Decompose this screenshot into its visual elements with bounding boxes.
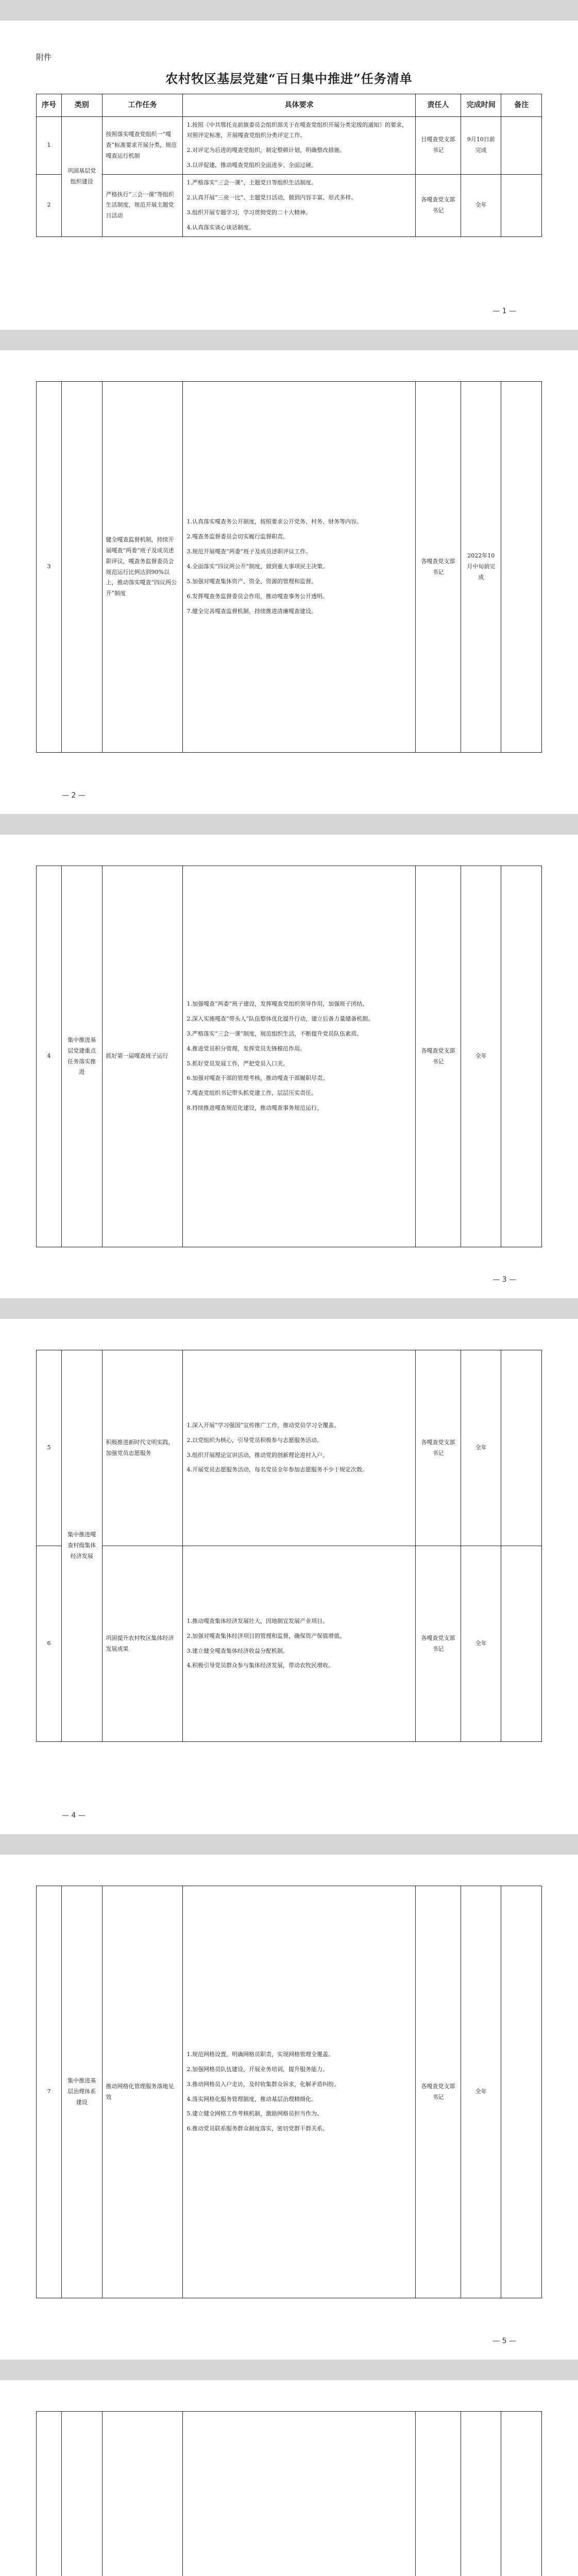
requirement-item: 8.持续推进嘎查规范化建设，推动嘎查事务规范运行。 <box>186 1105 322 1112</box>
header-time: 完成时间 <box>461 94 501 117</box>
requirement-item: 2.加强对嘎查集体经济项目的管理和监督，确保资产保值增值。 <box>186 1632 345 1639</box>
page-5 <box>0 1855 578 2360</box>
row-person: 各嘎查党支部书记 <box>415 382 461 753</box>
row-category: 集中推进嘎查村级集体经济发展 <box>62 1350 102 1742</box>
table-row <box>37 175 542 237</box>
row-note <box>501 382 542 753</box>
task-table-part3 <box>36 866 542 1247</box>
row-no: 2 <box>37 175 62 237</box>
row-note <box>501 1546 542 1742</box>
requirement-item: 4.认真落实谈心谈话制度。 <box>186 224 254 231</box>
requirement-item: 3.严格落实“三会一课”制度，规范组织生活，不断提升党员队伍素质。 <box>186 1030 363 1037</box>
row-requirements <box>183 866 415 1247</box>
header-requirements: 具体要求 <box>183 94 415 117</box>
page-6 <box>0 2380 578 2576</box>
requirement-item: 7.嘎查党组织书记带头抓党建工作，层层压实责任。 <box>186 1090 317 1097</box>
table-row <box>37 2412 542 2576</box>
page-number: — 2 — <box>62 791 86 800</box>
row-task: 积极推进新时代文明实践，加强党员志愿服务 <box>102 1350 183 1546</box>
header-category: 类别 <box>62 94 102 117</box>
row-person: 目嘎查党支部书记 <box>415 116 461 175</box>
row-person: 各嘎查党支部书记 <box>415 866 461 1247</box>
task-table-part1 <box>36 94 542 237</box>
row-no <box>37 2412 62 2576</box>
page-number: — 1 — <box>492 307 516 315</box>
row-note <box>501 175 542 237</box>
row-task <box>102 2412 183 2576</box>
requirement-item: 6.加强对嘎查干部的管理考核，推动嘎查干部履职尽责。 <box>186 1075 328 1082</box>
row-category <box>62 2412 102 2576</box>
page-number: — 4 — <box>62 1811 86 1820</box>
table-row <box>37 1350 542 1546</box>
requirement-item: 3.推动网格员入户走访，及时收集群众诉求，化解矛盾纠纷。 <box>186 2080 339 2088</box>
requirement-item: 3.组织开展理论宣讲活动，推动党的创新理论进村入户。 <box>186 1451 328 1459</box>
requirement-item: 2.以党组织为核心，引导党员积极参与志愿服务活动。 <box>186 1436 322 1444</box>
task-table-part6 <box>36 2411 542 2576</box>
row-note <box>501 116 542 175</box>
page-1 <box>0 21 578 330</box>
row-category: 巩固基层党组织建设 <box>62 116 102 236</box>
requirement-item: 4.推进党员积分管理，发挥党员先锋模范作用。 <box>186 1045 305 1052</box>
requirement-item: 2.深入实施嘎查“带头人”队伍整体优化提升行动，建立后备力量储备机制。 <box>186 1015 374 1022</box>
requirement-item: 4.积极引导党员群众参与集体经济发展，带动农牧民增收。 <box>186 1662 334 1669</box>
row-time: 全年 <box>461 1546 501 1742</box>
row-time: 全年 <box>461 866 501 1247</box>
row-requirements <box>183 1546 415 1742</box>
requirement-item: 3.规范开展嘎查“两委”班子及成员述职评议工作。 <box>186 548 312 555</box>
requirement-item: 1.认真落实嘎查务公开制度，按照要求公开党务、村务、财务等内容。 <box>186 518 362 526</box>
row-note <box>501 2412 542 2576</box>
row-person: 各嘎查党支部书记 <box>415 1350 461 1546</box>
requirement-item: 5.加强对嘎查集体资产、资金、资源的管理和监督。 <box>186 578 317 585</box>
page-number: — 3 — <box>492 1276 516 1284</box>
row-person <box>415 2412 461 2576</box>
row-category <box>62 382 102 753</box>
requirement-item: 6.推动党员联系服务群众制度落实，密切党群干群关系。 <box>186 2125 328 2132</box>
requirement-item: 3.建立健全嘎查集体经济收益分配机制。 <box>186 1647 288 1654</box>
row-time <box>461 2412 501 2576</box>
row-time: 全年 <box>461 1350 501 1546</box>
row-requirements <box>183 382 415 753</box>
requirement-item: 6.发挥嘎查务监督委员会作用，推动嘎查事务公开透明。 <box>186 592 328 600</box>
row-note <box>501 1886 542 2298</box>
row-time: 全年 <box>461 175 501 237</box>
table-row <box>37 116 542 175</box>
row-person: 各嘎查党支部书记 <box>415 1546 461 1742</box>
page-3 <box>0 835 578 1298</box>
table-row <box>37 866 542 1247</box>
row-person: 各嘎查党支部书记 <box>415 1886 461 2298</box>
row-note <box>501 866 542 1247</box>
row-person: 各嘎查党支部书记 <box>415 175 461 237</box>
row-time: 2022年10月中旬前完成 <box>461 382 501 753</box>
requirement-item: 1.深入开展“学习强国”宣传推广工作，推动党员学习全覆盖。 <box>186 1421 340 1429</box>
row-task: 按照落实嘎查党组织一“嘎查”标准要求开展分类，规范嘎查运行机制 <box>102 116 183 175</box>
requirement-item: 4.全面落实“四议两公开”制度，做到重大事项民主决策。 <box>186 563 329 570</box>
row-requirements <box>183 1886 415 2298</box>
row-task: 健全嘎查监督机制，持续开展嘎查“两委”班子及成员述职评议，嘎查务监督委员会规范运行比例达到90%以上，推动落实嘎查“四议两公开”制度 <box>102 382 183 753</box>
row-requirements <box>183 1350 415 1546</box>
row-category: 集中推进基层治理体系建设 <box>62 1886 102 2298</box>
row-note <box>501 1350 542 1546</box>
row-task: 巩固提升农村牧区集体经济发展成果 <box>102 1546 183 1742</box>
row-no: 4 <box>37 866 62 1247</box>
requirement-item: 7.健全完善嘎查监督机制，持续推进清廉嘎查建设。 <box>186 607 317 615</box>
requirement-item: 1.加强嘎查“两委”班子建设，发挥嘎查党组织领导作用，加强班子团结。 <box>186 1000 368 1007</box>
requirement-item: 5.建立健全网格工作考核机制，激励网格员担当作为。 <box>186 2110 322 2117</box>
requirement-item: 1.规范网格设置，明确网格员职责，实现网格管理全覆盖。 <box>186 2050 334 2058</box>
row-category: 集中推进基层党建重点任务落实推进 <box>62 866 102 1247</box>
attachment-label: 附件 <box>36 53 52 62</box>
requirement-item: 3.组织开展专题学习，学习贯彻党的二十大精神。 <box>186 209 311 216</box>
row-task: 推动网格化管理服务落地见效 <box>102 1886 183 2298</box>
row-task: 严格执行“三会一课”等组织生活制度，规范开展主题党日活动 <box>102 175 183 237</box>
task-table-part4 <box>36 1350 542 1742</box>
row-requirements <box>183 116 415 175</box>
task-table-part2 <box>36 381 542 753</box>
row-no: 7 <box>37 1886 62 2298</box>
row-requirements <box>183 2412 415 2576</box>
row-no: 5 <box>37 1350 62 1546</box>
table-row <box>37 1886 542 2298</box>
header-no: 序号 <box>37 94 62 117</box>
table-row <box>37 382 542 753</box>
requirement-item: 1.严格落实“三会一课”、主题党日等组织生活制度。 <box>186 179 317 187</box>
page-number: — 5 — <box>492 2337 516 2345</box>
requirement-item: 2.对评定为后进的嘎查党组织，制定整顿计划，明确整改措施。 <box>186 147 345 154</box>
header-person: 责任人 <box>415 94 461 117</box>
table-header-row <box>37 94 542 117</box>
document-title: 农村牧区基层党建“百日集中推进”任务清单 <box>165 71 413 86</box>
header-task: 工作任务 <box>102 94 183 117</box>
requirement-item: 4.落实网格化服务管理制度，推动基层治理精细化。 <box>186 2095 317 2103</box>
requirement-item: 4.开展党员志愿服务活动，每名党员全年参加志愿服务不少于规定次数。 <box>186 1466 368 1473</box>
row-time: 9月10日前完成 <box>461 116 501 175</box>
requirement-item: 2.认真开展“三亮一比”、主题党日活动，做到内容丰富、形式多样。 <box>186 194 357 201</box>
row-no: 1 <box>37 116 62 175</box>
requirement-item: 1.推动嘎查集体经济发展壮大，因地制宜发展产业项目。 <box>186 1617 328 1624</box>
requirement-item: 3.以评促建，推动嘎查党组织全面进步、全面过硬。 <box>186 162 317 169</box>
row-no: 6 <box>37 1546 62 1742</box>
page-4 <box>0 1319 578 1834</box>
page-2 <box>0 350 578 814</box>
table-row <box>37 1546 542 1742</box>
task-table-part5 <box>36 1886 542 2298</box>
row-task: 抓好第一届嘎查班子运行 <box>102 866 183 1247</box>
row-time: 全年 <box>461 1886 501 2298</box>
requirement-item: 2.嘎查务监督委员会切实履行监督职责。 <box>186 533 288 540</box>
requirement-item: 1.按照《中共鄂托克前旗委员会组织部关于在嘎查党组织开展分类定级的通知》的要求，对照评定标准，开展嘎查党组织分类评定工作。 <box>186 121 407 139</box>
header-note: 备注 <box>501 94 542 117</box>
requirement-item: 2.加强网格员队伍建设，开展业务培训，提升服务能力。 <box>186 2065 328 2073</box>
row-requirements <box>183 175 415 237</box>
requirement-item: 5.抓好党员发展工作，严把党员入口关。 <box>186 1060 288 1067</box>
row-no: 3 <box>37 382 62 753</box>
